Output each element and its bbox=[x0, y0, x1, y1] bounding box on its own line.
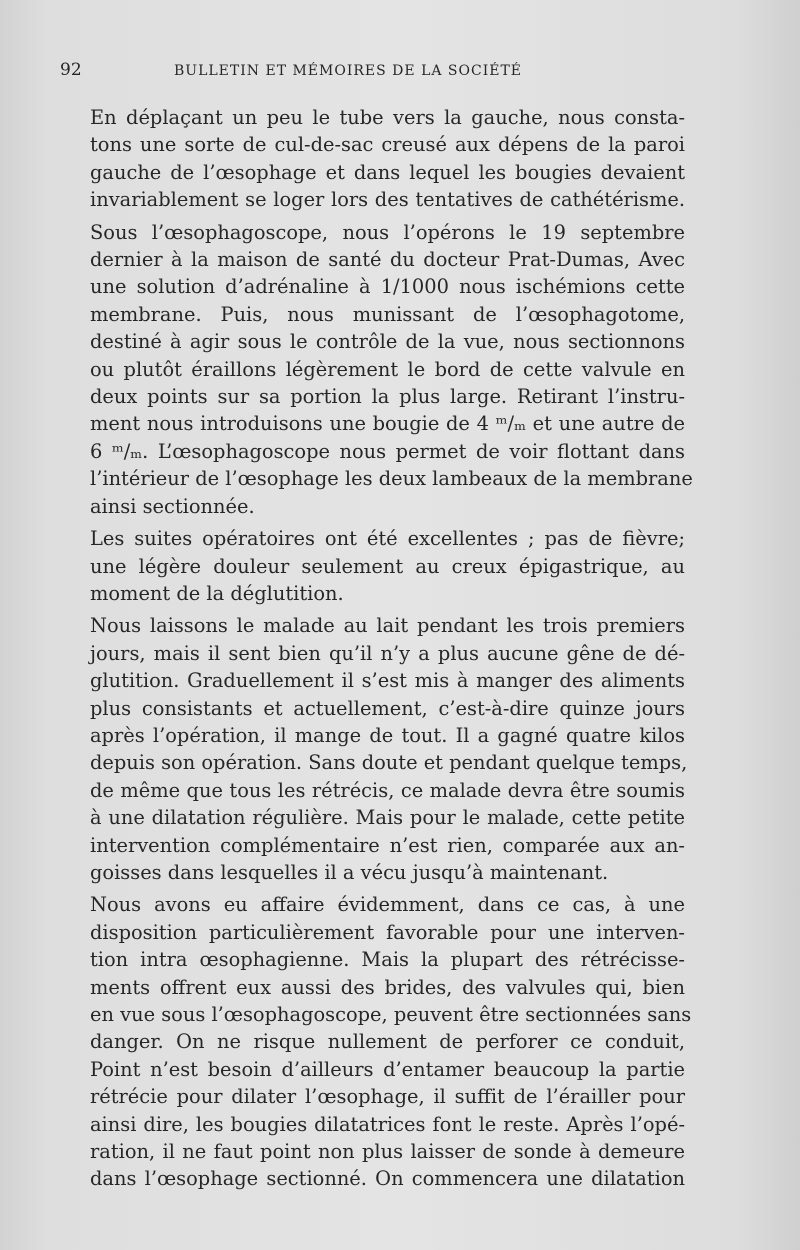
text-line: Point n’est besoin d’ailleurs d’entamer beaucoup la partie bbox=[90, 1057, 685, 1081]
text-line: invariablement se loger lors des tentatives de cathétérisme. bbox=[90, 188, 685, 212]
paragraph-4 bbox=[60, 612, 688, 886]
text-line: l’intérieur de l’œsophage les deux lambeaux de la membrane bbox=[90, 467, 693, 491]
text-line: dernier à la maison de santé du docteur Prat-Dumas, Avec bbox=[90, 248, 685, 272]
text-line: tons une sorte de cul-de-sac creusé aux dépens de la paroi bbox=[90, 133, 685, 157]
paragraph-2 bbox=[60, 219, 693, 520]
text-line: une solution d’adrénaline à 1/1000 nous ischémions cette bbox=[90, 275, 685, 299]
text-line: ainsi sectionnée. bbox=[90, 494, 255, 518]
running-header bbox=[60, 60, 680, 84]
text-line: destiné à agir sous le contrôle de la vue, nous sectionnons bbox=[90, 330, 685, 354]
text-line: depuis son opération. Sans doute et pendant quelque temps, bbox=[90, 751, 688, 775]
paragraph-3 bbox=[60, 525, 685, 607]
body-text bbox=[60, 104, 693, 1193]
text-line: ments offrent eux aussi des brides, des valvules qui, bien bbox=[90, 975, 685, 999]
text-line: intervention complémentaire n’est rien, comparée aux an- bbox=[90, 833, 685, 857]
text-line: jours, mais il sent bien qu’il n’y a plus aucune gêne de dé- bbox=[90, 641, 685, 665]
page-number: 92 bbox=[60, 60, 82, 80]
header-title: BULLETIN ET MÉMOIRES DE LA SOCIÉTÉ bbox=[174, 63, 523, 79]
text-line: deux points sur sa portion la plus large. Retirant l’instru- bbox=[90, 385, 685, 409]
text-line: rétrécie pour dilater l’œsophage, il suffit de l’érailler pour bbox=[90, 1085, 685, 1109]
text-line: 6 ᵐ/ₘ. L’œsophagoscope nous permet de voir flottant dans bbox=[90, 439, 685, 463]
paragraph-1 bbox=[60, 104, 685, 214]
text-line: En déplaçant un peu le tube vers la gauche, nous consta- bbox=[90, 106, 685, 129]
text-line: danger. On ne risque nullement de perforer ce conduit, bbox=[90, 1030, 685, 1054]
text-line: membrane. Puis, nous munissant de l’œsophagotome, bbox=[90, 302, 685, 326]
paragraph-5 bbox=[60, 891, 692, 1192]
text-line: glutition. Graduellement il s’est mis à manger des aliments bbox=[90, 669, 685, 693]
text-line: tion intra œsophagienne. Mais la plupart des rétrécisse- bbox=[90, 948, 685, 972]
text-line: dans l’œsophage sectionné. On commencera une dilatation bbox=[90, 1167, 685, 1191]
text-line: moment de la déglutition. bbox=[90, 581, 344, 605]
text-line: après l’opération, il mange de tout. Il a gagné quatre kilos bbox=[90, 723, 685, 747]
text-line: Les suites opératoires ont été excellentes ; pas de fièvre; bbox=[90, 527, 685, 551]
text-line: plus consistants et actuellement, c’est-à-dire quinze jours bbox=[90, 696, 685, 720]
text-line: Nous laissons le malade au lait pendant les trois premiers bbox=[90, 614, 685, 638]
text-line: goisses dans lesquelles il a vécu jusqu’à maintenant. bbox=[90, 860, 609, 884]
text-line: gauche de l’œsophage et dans lequel les bougies devaient bbox=[90, 160, 685, 184]
text-line: une légère douleur seulement au creux épigastrique, au bbox=[90, 554, 685, 578]
text-line: Nous avons eu affaire évidemment, dans ce cas, à une bbox=[90, 893, 685, 917]
text-line: Sous l’œsophagoscope, nous l’opérons le 19 septembre bbox=[90, 220, 685, 244]
text-line: ration, il ne faut point non plus laisser de sonde à demeure bbox=[90, 1140, 685, 1164]
text-line: de même que tous les rétrécis, ce malade devra être soumis bbox=[90, 778, 685, 802]
text-line: disposition particulièrement favorable pour une interven- bbox=[90, 920, 685, 944]
text-line: ainsi dire, les bougies dilatatrices font le reste. Après l’opé- bbox=[90, 1112, 685, 1136]
text-line: à une dilatation régulière. Mais pour le malade, cette petite bbox=[90, 806, 685, 830]
text-line: ment nous introduisons une bougie de 4 ᵐ/ₘ et une autre de bbox=[90, 412, 685, 436]
text-line: en vue sous l’œsophagoscope, peuvent être sectionnées sans bbox=[90, 1003, 692, 1026]
text-line: ou plutôt éraillons légèrement le bord de cette valvule en bbox=[90, 357, 685, 381]
